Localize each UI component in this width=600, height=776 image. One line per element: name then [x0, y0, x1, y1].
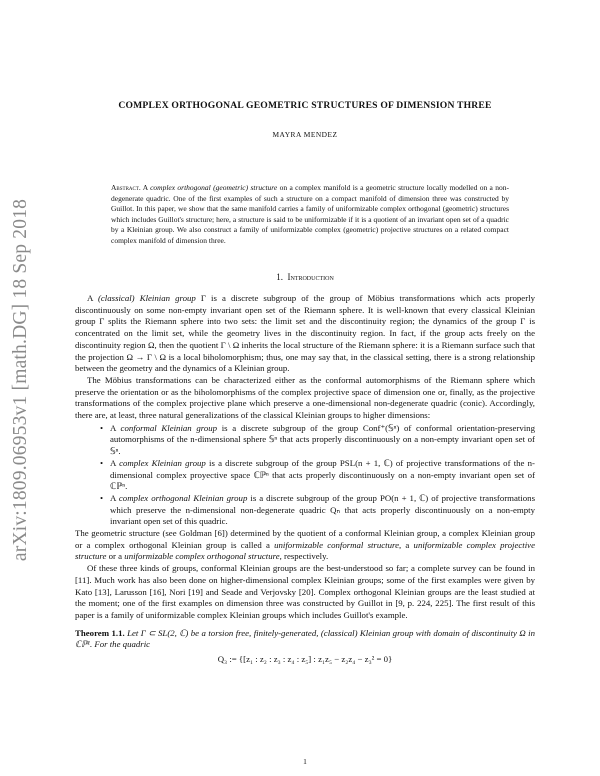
intro-body [75, 293, 535, 666]
intro-paragraph-3: The geometric structure (see Goldman [6]) determined by the quotient of a conformal Kleinian group, a complex Kleinian group or a complex orthogonal Kleinian group is called a uniformizable conformal structure, a uniformizable complex projective structure or a uniformizable complex orthogonal structure, respectively. [75, 528, 535, 562]
abstract [111, 183, 509, 247]
section-number: 1. [276, 272, 283, 282]
theorem-label: Theorem 1.1. [75, 627, 125, 638]
intro-paragraph-1: A (classical) Kleinian group Γ is a discrete subgroup of the group of Möbius transformations which acts properly discontinuously on some non-empty invariant open set of the Riemann sphere. It is well-known that every classical Kleinian group Γ splits the Riemann sphere into two sets: the limit set and the discontinuity region; the dynamics of the group Γ is concentrated on the limit set, while the geometry lives in the discontinuity region. In fact, if the group acts freely on the discontinuity region Ω, then the quotient Γ \ Ω inherits the local structure of the Riemann sphere: it is a Riemann surface such that the projection Ω → Γ \ Ω is a local biholomorphism; thus, one may say that, in the classical setting, there is a strong relationship between the geometry and the dynamics of a Kleinian group. [75, 293, 535, 374]
abstract-text-1: A [142, 183, 151, 192]
author-name: MAYRA MENDEZ [272, 130, 338, 139]
page-number: 1 [303, 757, 307, 766]
generalizations-list [75, 423, 535, 528]
quadric-formula: Q₃ := {[z₁ : z₂ : z₃ : z₄ : z₅] : z₁z₅ − z₂z₄ − z₃² = 0} [217, 654, 393, 665]
intro-paragraph-2: The Möbius transformations can be characterized either as the conformal automorphisms of the Riemann sphere which preserve the orientation or as the biholomorphisms of the complex projective space of dimension one or, finally, as the projective transformations of the complex projective plane which preserve a one-dimensional non-degenerate quadric (conic). Accordingly, there are, at least, three natural generalizations of the classical Kleinian groups to higher dimensions: [75, 374, 535, 421]
list-item: • A complex orthogonal Kleinian group is a discrete subgroup of the group PO(n + 1, ℂ) of projective transformations which preserve the n-dimensional non-degenerate quadric Qₙ that acts properly discontinuously on a non-empty invariant open set of this quadric. [100, 493, 535, 528]
theorem-1-1 [75, 628, 535, 666]
list-item: • A conformal Kleinian group is a discrete subgroup of the group Conf⁺(𝕊ⁿ) of conformal orientation-preserving automorphisms of the n-dimensional sphere 𝕊ⁿ that acts properly discontinuously on a non-empty invariant open set of 𝕊ⁿ. [100, 423, 535, 458]
theorem-statement: Let Γ ⊂ SL(2, ℂ) be a torsion free, finitely-generated, (classical) Kleinian group with domain of discontinuity Ω in ℂℙ¹. For the quadric [75, 627, 535, 650]
abstract-emphasis: complex orthogonal (geometric) structure [150, 183, 278, 192]
arxiv-sidebar-stamp [4, 170, 38, 590]
list-item: • A complex Kleinian group is a discrete subgroup of the group PSL(n + 1, ℂ) of projective transformations of the n-dimensional complex proyective space ℂℙⁿ that acts properly discontinuously on a non-empty invariant open set of ℂℙⁿ. [100, 458, 535, 493]
section-heading [75, 272, 535, 282]
abstract-label: Abstract. [111, 183, 141, 192]
paper-title: COMPLEX ORTHOGONAL GEOMETRIC STRUCTURES OF DIMENSION THREE [118, 100, 492, 111]
arxiv-id: arXiv:1809.06953v1 [math.DG] 18 Sep 2018 [10, 198, 31, 562]
intro-paragraph-4: Of these three kinds of groups, conformal Kleinian groups are the best-understood so far; a complete survey can be found in [11]. Much work has also been done on higher-dimensional complex Kleinian groups; some of the first examples were given by Kato [13], Larusson [16], Nori [19] and Seade and Verjovsky [20]. Complex orthogonal Kleinian groups are the least studied at the moment; one of the first examples on dimension three was constructed by Guillot in [9, p. 224, 225]. The first result of this paper is a family of uniformizable complex Kleinian groups which includes Guillot's example. [75, 563, 535, 620]
abstract-text-2: on a complex manifold is a geometric structure locally modelled on a non-degenerate quadric. One of the first examples of such a structure on a compact manifold of dimension three was constructed by Guillot. In this paper, we show that the same manifold carries a family of uniformizable complex orthogonal (geometric) structures which includes Guillot's structure; here, a structure is said to be uniformizable if it is a quotient of an invariant open set of a quadric by a Kleinian group. We also construct a family of uniformizable complex (geometric) projective structures on a related compact complex manifold of dimension three. [111, 183, 509, 245]
intro-emphasis-kleinian: (classical) Kleinian group [97, 293, 196, 303]
section-title: Introduction [287, 272, 334, 282]
